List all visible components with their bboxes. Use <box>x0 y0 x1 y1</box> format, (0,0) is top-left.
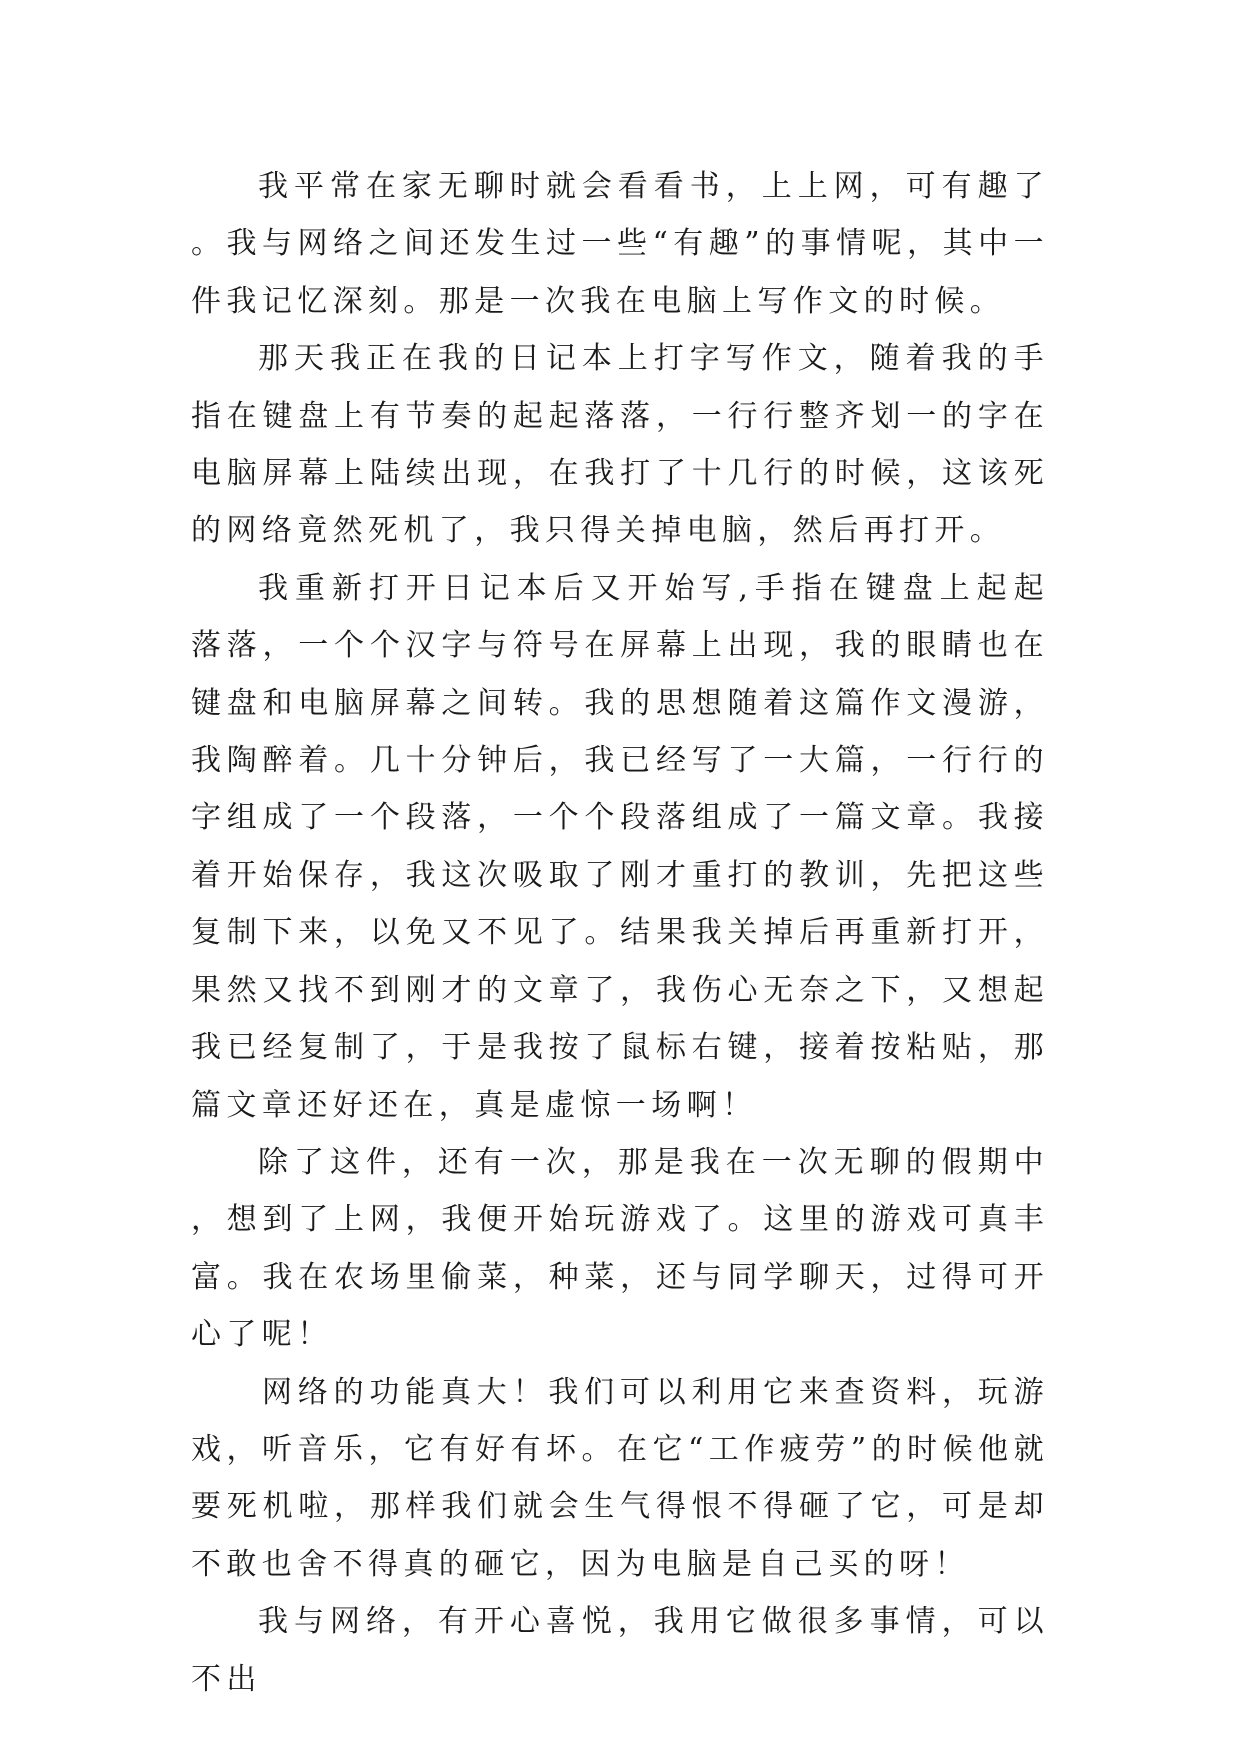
paragraph-4: 除了这件，还有一次，那是我在一次无聊的假期中，想到了上网，我便开始玩游戏了。这里的游戏可真丰富。我在农场里偷菜，种菜，还与同学聊天，过得可开心了呢！ <box>191 1144 1049 1353</box>
essay-body <box>191 158 1049 1708</box>
paragraph-1: 我平常在家无聊时就会看看书，上上网，可有趣了。我与网络之间还发生过一些“有趣”的事情呢，其中一件我记忆深刻。那是一次我在电脑上写作文的时候。 <box>191 169 1049 319</box>
paragraph-6: 我与网络，有开心喜悦，我用它做很多事情，可以不出 <box>191 1604 1049 1697</box>
paragraph-5: 网络的功能真大！我们可以利用它来查资料，玩游戏，听音乐，它有好有坏。在它“工作疲劳”的时候他就要死机啦，那样我们就会生气得恨不得砸了它，可是却不敢也舍不得真的砸它，因为电脑是自己买的呀！ <box>191 1374 1049 1582</box>
paragraph-2: 那天我正在我的日记本上打字写作文，随着我的手指在键盘上有节奏的起起落落，一行行整齐划一的字在电脑屏幕上陆续出现，在我打了十几行的时候，这该死的网络竟然死机了，我只得关掉电脑，然后再打开。 <box>191 341 1049 549</box>
paragraph-3: 我重新打开日记本后又开始写,手指在键盘上起起落落，一个个汉字与符号在屏幕上出现，我的眼睛也在键盘和电脑屏幕之间转。我的思想随着这篇作文漫游，我陶醉着。几十分钟后，我已经写了一大篇，一行行的字组成了一个段落，一个个段落组成了一篇文章。我接着开始保存，我这次吸取了刚才重打的教训，先把这些复制下来，以免又不见了。结果我关掉后再重新打开，果然又找不到刚才的文章了，我伤心无奈之下，又想起我已经复制了，于是我按了鼠标右键，接着按粘贴，那篇文章还好还在，真是虚惊一场啊！ <box>191 570 1049 1123</box>
